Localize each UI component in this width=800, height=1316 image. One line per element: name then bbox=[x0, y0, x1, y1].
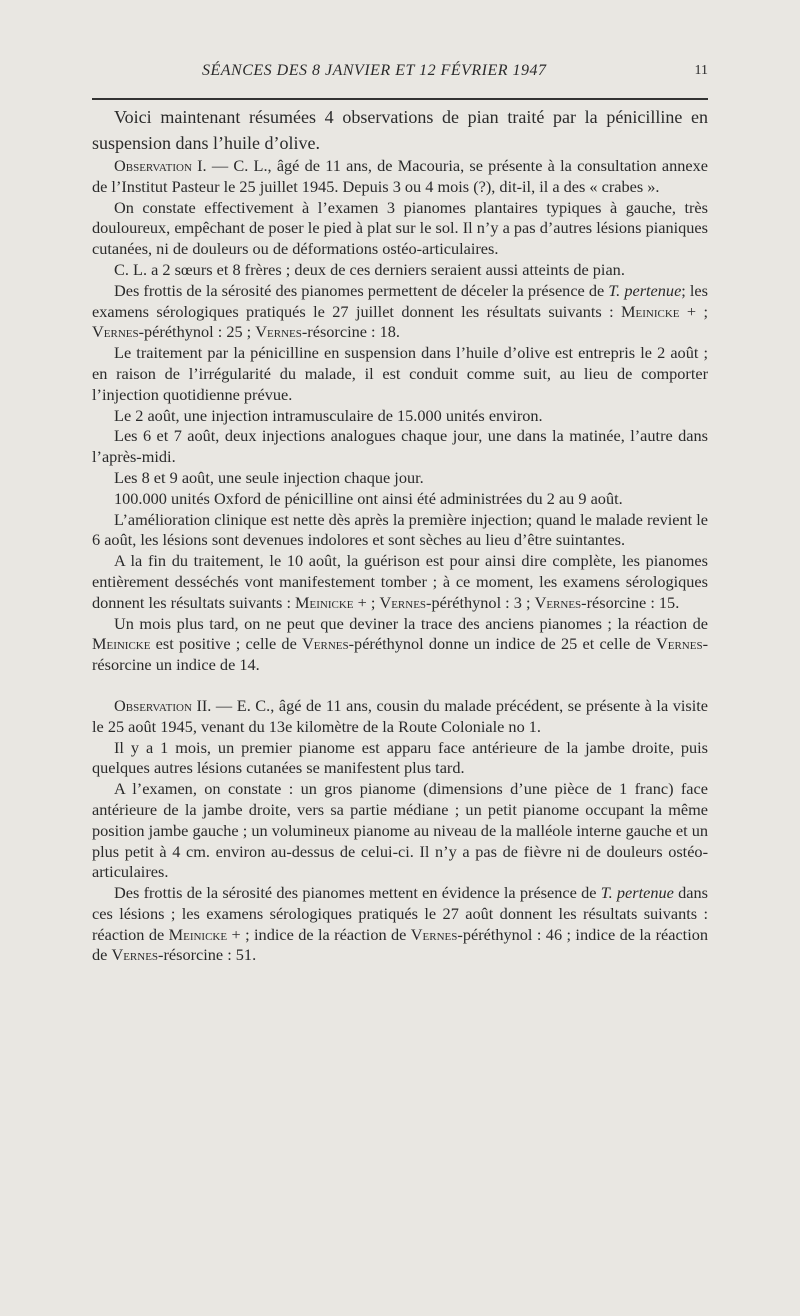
observation-1-paragraph-3: C. L. a 2 sœurs et 8 frères ; deux de ces derniers seraient aussi atteints de pian. bbox=[114, 259, 625, 279]
observation-2-label: Observation II. bbox=[114, 695, 212, 715]
observation-1-paragraph-2: On constate effectivement à l’examen 3 pianomes plantaires typiques à gauche, très douloureux, empêchant de poser le pied à plat sur le sol. Il n’y a pas d’autres lésions pianiques cutanées, ni de douleurs ou de déformations ostéo-articulaires. bbox=[92, 197, 708, 259]
observation-1-label: Observation I. bbox=[114, 156, 207, 175]
observation-2-paragraph-2: Il y a 1 mois, un premier pianome est apparu face antérieure de la jambe droite, puis quelques autres lésions cutanées se manifestent plus tard. bbox=[92, 737, 708, 778]
observation-1-paragraph-1: Observation I. — C. L., âgé de 11 ans, de Macouria, se présente à la consultation annexe de l’Institut Pasteur le 25 juillet 1945. Depuis 3 ou 4 mois (?), dit-il, il a des « crabes ». bbox=[92, 156, 708, 196]
observation-1-paragraph-7: Les 6 et 7 août, deux injections analogues chaque jour, une dans la matinée, l’autre dans l’après-midi. bbox=[92, 426, 708, 467]
observation-1-paragraph-6: Le 2 août, une injection intramusculaire de 15.000 unités environ. bbox=[114, 405, 543, 425]
observation-1-paragraph-4: Des frottis de la sérosité des pianomes permettent de déceler la présence de T. pertenue; les examens sérologiques pratiqués le 27 juillet donnent les résultats suivants : Meinicke + ; Vernes-péréthynol : 25 ; Vernes-résorcine : 18. bbox=[92, 280, 708, 342]
observation-2-paragraph-1: Observation II. — E. C., âgé de 11 ans, cousin du malade précédent, se présente à la visite le 25 août 1945, venant du 13e kilomètre de la Route Coloniale no 1. bbox=[92, 695, 708, 736]
observation-1-paragraph-10: L’amélioration clinique est nette dès après la première injection; quand le malade revient le 6 août, les lésions sont devenues indolores et sont sèches au lieu d’être suintantes. bbox=[92, 509, 708, 550]
page-header bbox=[92, 62, 708, 86]
observation-1-paragraph-9: 100.000 unités Oxford de pénicilline ont ainsi été administrées du 2 au 9 août. bbox=[114, 488, 623, 508]
running-head: SÉANCES DES 8 JANVIER ET 12 FÉVRIER 1947 bbox=[202, 62, 547, 79]
meinicke-name: Meinicke bbox=[92, 634, 151, 654]
vernes-name: Vernes bbox=[534, 592, 582, 612]
meinicke-name: Meinicke bbox=[168, 924, 228, 944]
observation-2-paragraph-4: Des frottis de la sérosité des pianomes mettent en évidence la présence de T. pertenue dans ces lésions ; les examens sérologiques pratiqués le 27 août donnent les résultats suivants : réaction de Meinicke + ; indice de la réaction de Vernes-péréthynol : 46 ; indice de la réaction de Vernes-résorcine : 51. bbox=[92, 883, 709, 965]
meinicke-name: Meinicke bbox=[621, 301, 680, 321]
vernes-name: Vernes bbox=[655, 634, 703, 654]
species-name: T. pertenue bbox=[608, 280, 682, 300]
observation-2-paragraph-3: A l’examen, on constate : un gros pianome (dimensions d’une pièce de 1 franc) face antérieure de la jambe droite, vers sa partie médiane ; un petit pianome occupant la même position jambe gauche ; un volumineux pianome au niveau de la malléole interne gauche et un plus petit à 4 cm. environ au-dessus de celui-ci. Il n’y a pas de fièvre ni de douleurs ostéo-articulaires. bbox=[92, 779, 708, 882]
intro-paragraph: Voici maintenant résumées 4 observations de pian traité par la pénicilline en suspension dans l’huile d’olive. bbox=[92, 107, 708, 153]
vernes-name: Vernes bbox=[379, 592, 427, 612]
vernes-name: Vernes bbox=[92, 322, 139, 342]
meinicke-name: Meinicke bbox=[295, 592, 354, 612]
page-body bbox=[92, 104, 708, 966]
vernes-name: Vernes bbox=[255, 322, 302, 342]
observation-1-paragraph-12: Un mois plus tard, on ne peut que deviner la trace des anciens pianomes ; la réaction de Meinicke est positive ; celle de Vernes-péréthynol donne un indice de 25 et celle de Vernes-résorcine un indice de 14. bbox=[92, 613, 708, 675]
observation-1-paragraph-11: A la fin du traitement, le 10 août, la guérison est pour ainsi dire complète, les pianomes entièrement desséchés vont manifestement tomber ; à ce moment, les examens sérologiques donnent les résultats suivants : Meinicke + ; Vernes-péréthynol : 3 ; Vernes-résorcine : 15. bbox=[92, 551, 708, 612]
observation-1-paragraph-5: Le traitement par la pénicilline en suspension dans l’huile d’olive est entrepris le 2 août ; en raison de l’irrégularité du malade, il est conduit comme suit, au lieu de comporter l’injection quotidienne prévue. bbox=[92, 343, 708, 404]
header-rule bbox=[92, 98, 708, 100]
species-name: T. pertenue bbox=[600, 883, 674, 903]
observation-1-paragraph-8: Les 8 et 9 août, une seule injection chaque jour. bbox=[114, 467, 424, 487]
page-number: 11 bbox=[694, 63, 708, 78]
vernes-name: Vernes bbox=[302, 634, 349, 654]
vernes-name: Vernes bbox=[111, 945, 159, 965]
section-gap bbox=[92, 676, 708, 696]
vernes-name: Vernes bbox=[410, 924, 458, 944]
